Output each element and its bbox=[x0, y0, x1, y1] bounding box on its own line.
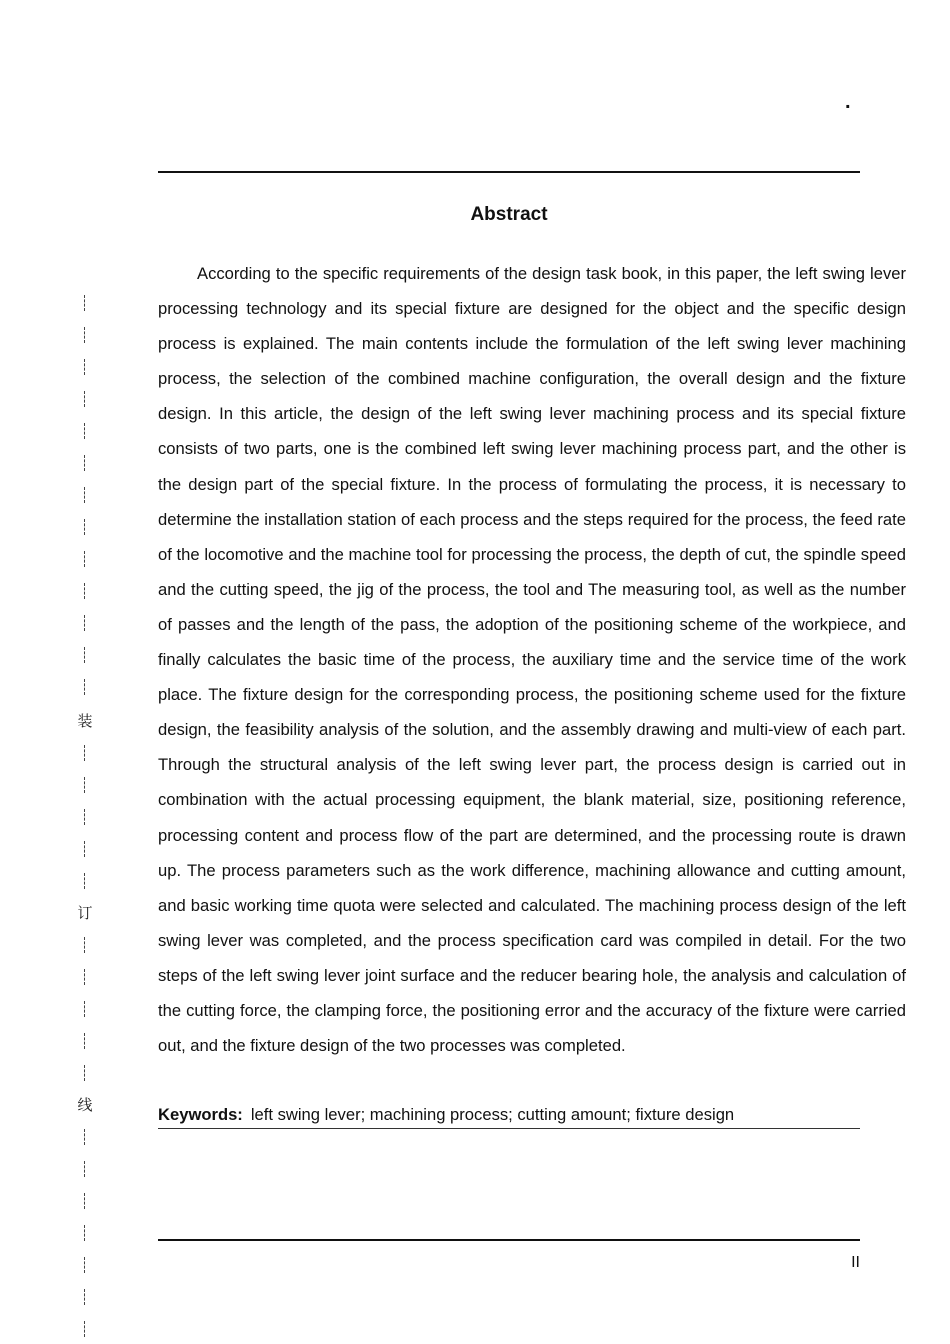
binding-dash bbox=[84, 1289, 85, 1305]
keywords-text: left swing lever; machining process; cutting amount; fixture design bbox=[250, 1105, 735, 1124]
binding-dash bbox=[84, 969, 85, 985]
keywords-label: Keywords: bbox=[158, 1105, 243, 1124]
binding-dash bbox=[84, 873, 85, 889]
page-number: II bbox=[851, 1254, 860, 1271]
binding-dash bbox=[84, 777, 85, 793]
binding-dash bbox=[84, 423, 85, 439]
binding-dash bbox=[84, 295, 85, 311]
keywords-line bbox=[158, 1103, 860, 1129]
bottom-rule bbox=[158, 1239, 860, 1241]
binding-dash bbox=[84, 1193, 85, 1209]
binding-dash bbox=[84, 487, 85, 503]
abstract-title: Abstract bbox=[470, 204, 548, 225]
binding-dash bbox=[84, 615, 85, 631]
binding-dash bbox=[84, 583, 85, 599]
binding-char-xian: 线 bbox=[77, 1096, 93, 1114]
binding-dash bbox=[84, 809, 85, 825]
header-mark: . bbox=[845, 91, 851, 113]
binding-dash bbox=[84, 1161, 85, 1177]
binding-dash bbox=[84, 359, 85, 375]
binding-dash bbox=[84, 1225, 85, 1241]
binding-dash bbox=[84, 1001, 85, 1017]
binding-char-ding: 订 bbox=[77, 904, 93, 922]
binding-dash bbox=[84, 327, 85, 343]
binding-dash bbox=[84, 841, 85, 857]
abstract-body: According to the specific requirements of the design task book, in this paper, the left swing lever processing technology and its special fixture are designed for the object and the specific design process is explained. The main contents include the formulation of the left swing lever machining process, the selection of the combined machine configuration, the overall design and the fixture design. In this article, the design of the left swing lever machining process and its special fixture consists of two parts, one is the combined left swing lever machining process part, and the other is the design part of the special fixture. In the process of formulating the process, it is necessary to determine the installation station of each process and the steps required for the process, the feed rate of the locomotive and the machine tool for processing the process, the depth of cut, the spindle speed and the cutting speed, the jig of the process, the tool and The measuring tool, as well as the number of passes and the length of the pass, the adoption of the positioning scheme of the workpiece, and finally calculates the basic time of the process, the auxiliary time and the service time of the work place. The fixture design for the corresponding process, the positioning scheme used for the fixture design, the feasibility analysis of the solution, and the assembly drawing and multi-view of each part. Through the structural analysis of the left swing lever part, the process design is carried out in combination with the actual processing equipment, the blank material, size, positioning reference, processing content and process flow of the part are determined, and the processing route is drawn up. The process parameters such as the work difference, machining allowance and cutting amount, and basic working time quota were selected and calculated. The machining process design of the left swing lever was completed, and the process specification card was compiled in detail. For the two steps of the left swing lever joint surface and the reducer bearing hole, the analysis and calculation of the cutting force, the clamping force, the positioning error and the accuracy of the fixture were carried out, and the fixture design of the two processes was completed. bbox=[158, 264, 906, 1056]
binding-dash bbox=[84, 745, 85, 761]
binding-dash bbox=[84, 647, 85, 663]
binding-dash bbox=[84, 1321, 85, 1337]
binding-dash bbox=[84, 455, 85, 471]
binding-dash bbox=[84, 1033, 85, 1049]
binding-dash bbox=[84, 551, 85, 567]
binding-dash bbox=[84, 679, 85, 695]
binding-dash bbox=[84, 937, 85, 953]
binding-dash bbox=[84, 1257, 85, 1273]
binding-dash bbox=[84, 1065, 85, 1081]
binding-dash bbox=[84, 391, 85, 407]
binding-char-zhuang: 装 bbox=[77, 712, 93, 730]
binding-dash bbox=[84, 1129, 85, 1145]
top-rule bbox=[158, 171, 860, 173]
binding-dash bbox=[84, 519, 85, 535]
